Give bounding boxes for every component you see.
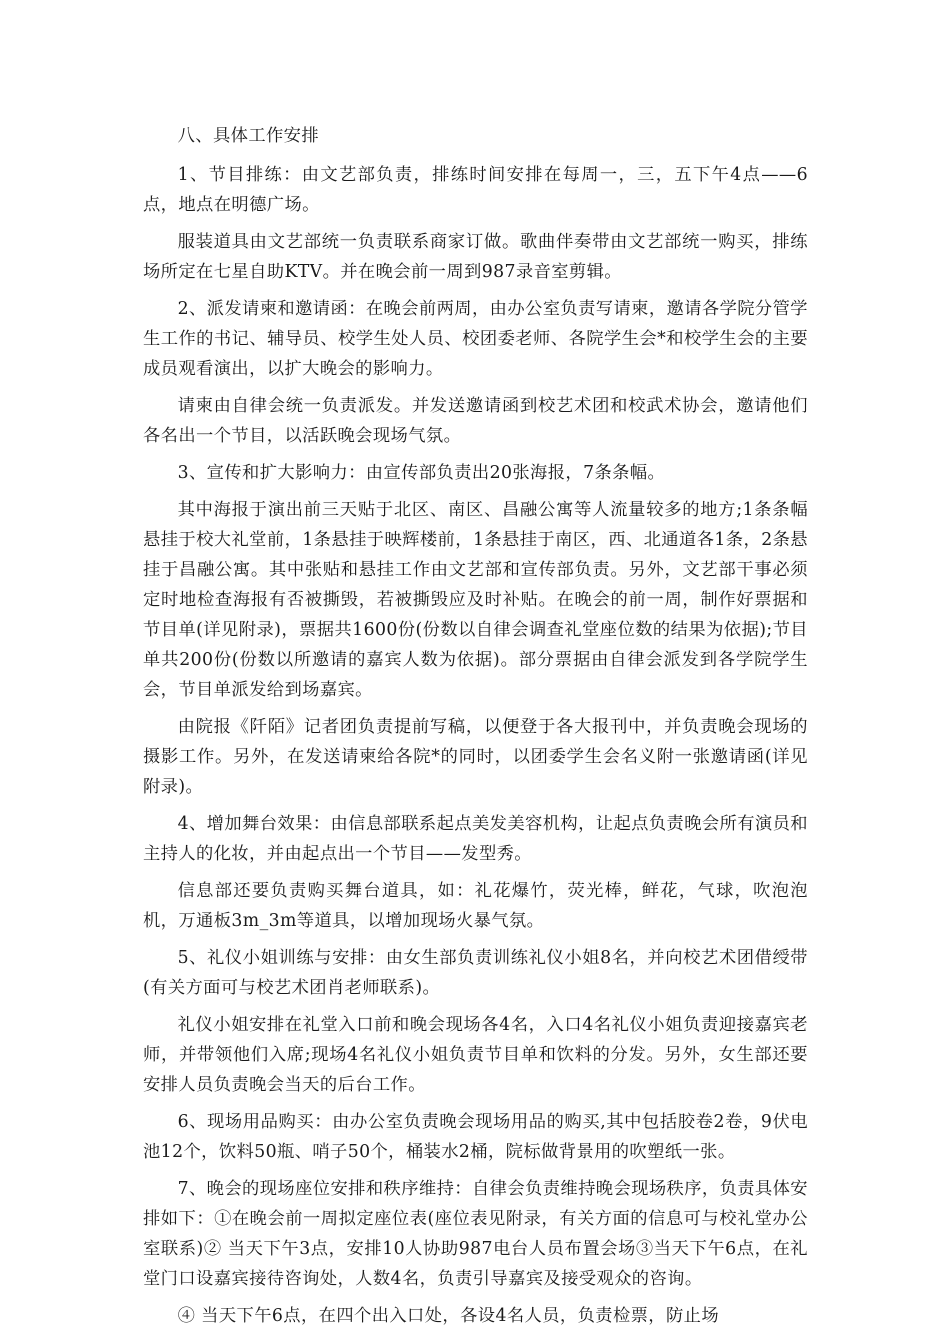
paragraph-publicity: 3、宣传和扩大影响力：由宣传部负责出20张海报，7条条幅。	[177, 463, 666, 483]
section-heading: 八、具体工作安排	[177, 126, 320, 146]
paragraph-ticket-check: ④ 当天下午6点，在四个出入口处，各设4名人员，负责检票，防止场	[177, 1306, 720, 1326]
paragraph-press: 由院报《阡陌》记者团负责提前写稿，以便登于各大报刊中，并负责晚会现场的摄影工作。另外，在发送请柬给各院*的同时，以团委学生会名义附一张邀请函(详见附录)。	[143, 717, 808, 797]
paragraph-supplies: 6、现场用品购买：由办公室负责晚会现场用品的购买,其中包括胶卷2卷，9伏电池12个，饮料50瓶、哨子50个，桶装水2桶，院标做背景用的吹塑纸一张。	[143, 1112, 808, 1162]
paragraph-seating-order: 7、晚会的现场座位安排和秩序维持：自律会负责维持晚会现场秩序，负责具体安排如下：①在晚会前一周拟定座位表(座位表见附录，有关方面的信息可与校礼堂办公室联系)② 当天下午3点，安排10人协助987电台人员布置会场③当天下午6点，在礼堂门口设嘉宾接待咨询处，人数4名，负责引导嘉宾及接受观众的咨询。	[143, 1179, 808, 1289]
paragraph-invitations: 2、派发请柬和邀请函：在晚会前两周，由办公室负责写请柬，邀请各学院分管学生工作的书记、辅导员、校学生处人员、校团委老师、各院学生会*和校学生会的主要成员观看演出，以扩大晚会的影响力。	[143, 299, 808, 379]
document-body	[143, 121, 808, 1338]
paragraph-etiquette-training: 5、礼仪小姐训练与安排：由女生部负责训练礼仪小姐8名，并向校艺术团借绶带(有关方面可与校艺术团肖老师联系)。	[143, 948, 808, 998]
paragraph-stage-effects: 4、增加舞台效果：由信息部联系起点美发美容机构，让起点负责晚会所有演员和主持人的化妆，并由起点出一个节目——发型秀。	[143, 814, 808, 864]
paragraph-etiquette-arrangement: 礼仪小姐安排在礼堂入口前和晚会现场各4名，入口4名礼仪小姐负责迎接嘉宾老师，并带领他们入席;现场4名礼仪小姐负责节目单和饮料的分发。另外，女生部还要安排人员负责晚会当天的后台工作。	[143, 1015, 808, 1095]
paragraph-posters: 其中海报于演出前三天贴于北区、南区、昌融公寓等人流量较多的地方;1条条幅悬挂于校大礼堂前，1条悬挂于映辉楼前，1条悬挂于南区，西、北通道各1条，2条悬挂于昌融公寓。其中张贴和悬挂工作由文艺部和宣传部负责。另外，文艺部干事必须定时地检查海报有否被撕毁，若被撕毁应及时补贴。在晚会的前一周，制作好票据和节目单(详见附录)，票据共1600份(份数以自律会调查礼堂座位数的结果为依据);节目单共200份(份数以所邀请的嘉宾人数为依据)。部分票据由自律会派发到各学院学生会，节目单派发给到场嘉宾。	[143, 500, 808, 700]
paragraph-stage-props: 信息部还要负责购买舞台道具，如：礼花爆竹，荧光棒，鲜花，气球，吹泡泡机，万通板3m_3m等道具，以增加现场火暴气氛。	[143, 881, 808, 931]
paragraph-costumes: 服装道具由文艺部统一负责联系商家订做。歌曲伴奏带由文艺部统一购买，排练场所定在七星自助KTV。并在晚会前一周到987录音室剪辑。	[143, 232, 808, 282]
paragraph-invitation-distribution: 请柬由自律会统一负责派发。并发送邀请函到校艺术团和校武术协会，邀请他们各名出一个节目，以活跃晚会现场气氛。	[143, 396, 808, 446]
paragraph-rehearsal: 1、节目排练：由文艺部负责，排练时间安排在每周一，三，五下午4点——6点，地点在明德广场。	[143, 165, 808, 215]
